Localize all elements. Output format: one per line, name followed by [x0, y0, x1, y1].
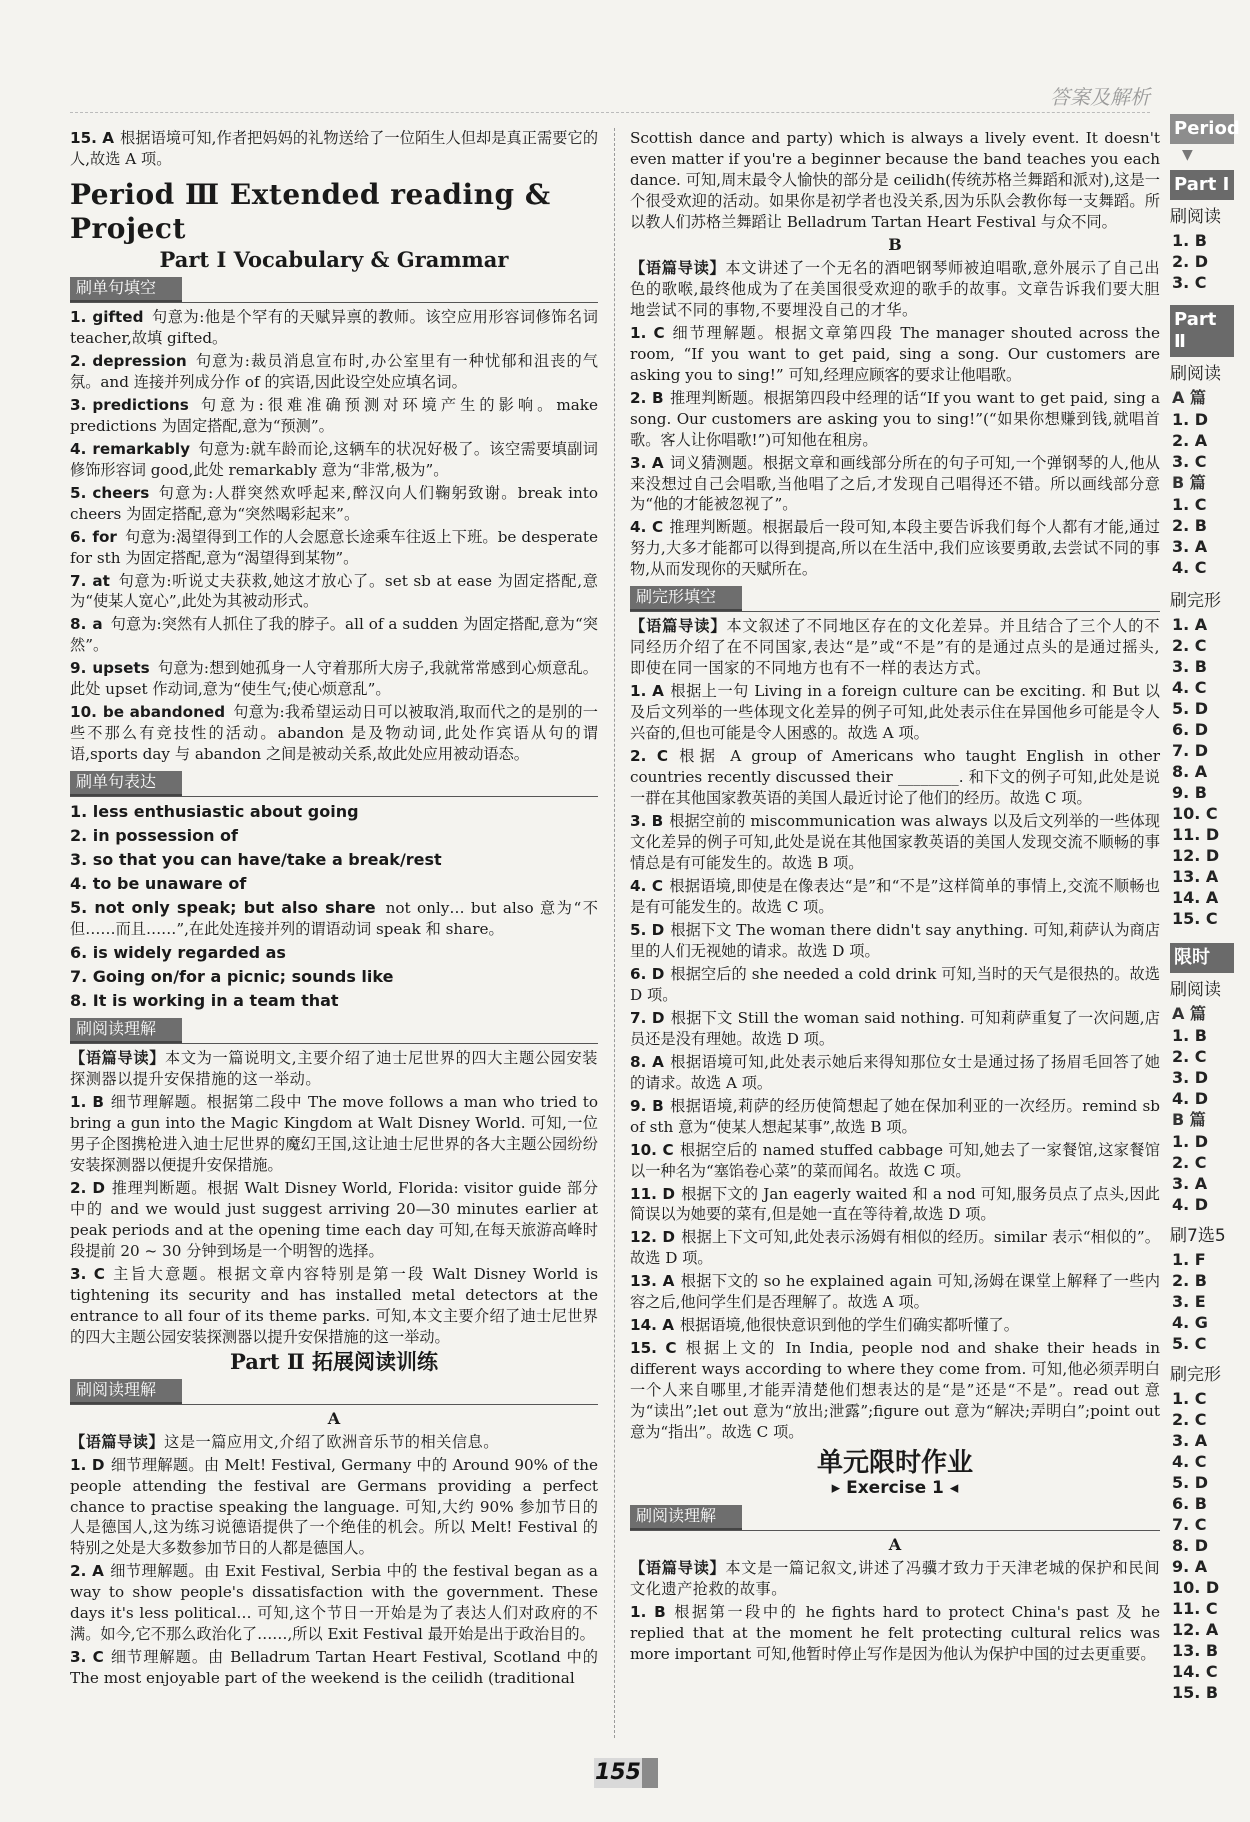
- reading-answers: [630, 323, 1160, 581]
- answer-item: [70, 1178, 598, 1262]
- answer-text: 句意为:裁员消息宣布时,办公室里有一种忧郁和沮丧的气氛。and 连接并列成分作 of 的宾语,因此设空处应填名词。: [70, 351, 598, 391]
- cloze-answers: [630, 681, 1160, 1443]
- part-title: Part Ⅰ Vocabulary & Grammar: [159, 246, 509, 272]
- sidebar-answer: 10. D: [1172, 1578, 1220, 1597]
- answer-number: 1. A: [630, 682, 664, 701]
- sidebar-answers: [1170, 1388, 1236, 1703]
- answer-text: 细节理解题。由 Melt! Festival, Germany 中的 Around 90% of the people attending the festival are Germans providing a perfect chance to practise speaking the language. 可知,大约 90% 参加节日的人是德国人,这为练习说德语提供了一个绝佳的机会。所以 Melt! Festival 的特别之处是大多数参加节日的人都是德国人。: [70, 1455, 598, 1558]
- answer-item: [70, 702, 598, 765]
- answer-text: 句意为:听说丈夫获救,她这才放心了。set sb at ease 为固定搭配,意为“使某人宽心”,此处为其被动形式。: [70, 571, 598, 611]
- express-answer: 4. to be unaware of: [70, 874, 247, 894]
- answer-text: 根据下文的 Jan eagerly waited 和 a nod 可知,服务员点了点头,因此简误以为她要的菜有,但是她一直在等待着,故选 D 项。: [630, 1184, 1160, 1224]
- answer-number: 1. B: [70, 1093, 104, 1112]
- sidebar-tab-period: Period: [1170, 114, 1234, 144]
- answer-item: [70, 483, 598, 525]
- answer-number: 3. A: [630, 453, 664, 472]
- sidebar-answer: 14. A: [1172, 888, 1219, 907]
- answer-text: 句意为:渴望得到工作的人会愿意长途乘车往返上下班。be desperate for sth 为固定搭配,意为“渴望得到某物”。: [70, 527, 598, 567]
- passage-guide: 【语篇导读】本文叙述了不同地区存在的文化差异。并且结合了三个人的不同经历介绍了在不同国家,表达“是”或“不是”有的是通过点头的是通过摇头,即使在同一国家的不同地方也有不一样的表达方式。: [630, 617, 1161, 678]
- answer-item: [630, 1227, 1160, 1269]
- answer-text: 句意为:就车龄而论,这辆车的状况好极了。该空需要填副词修饰形容词 good,此处 remarkably 意为“非常,极为”。: [70, 439, 598, 479]
- sidebar-answer: 4. G: [1172, 1313, 1208, 1332]
- express-item: [70, 966, 598, 988]
- sidebar-answers: [1170, 1249, 1236, 1354]
- answer-item: [70, 527, 598, 569]
- passage-letter: A: [327, 1408, 341, 1428]
- answer-key: gifted: [92, 307, 144, 326]
- unit-title: 单元限时作业: [816, 1448, 973, 1479]
- express-answer: 5. not only speak; but also share: [70, 898, 376, 918]
- answer-number: 2. A: [70, 1562, 104, 1581]
- sidebar-answer: 3. A: [1172, 1174, 1208, 1193]
- passage-guide: 【语篇导读】本文讲述了一个无名的酒吧钢琴师被迫唱歌,意外展示了自己出色的歌喉,最终他成为了在美国很受欢迎的歌手的故事。文章告诉我们要大胆地尝试不同的事物,不要埋没自己的才华。: [630, 258, 1161, 319]
- answer-number: 5. D: [630, 920, 665, 939]
- sidebar-answer: 5. C: [1172, 1334, 1207, 1353]
- answer-number: 12. D: [630, 1228, 675, 1247]
- answer-number: 7. D: [630, 1008, 665, 1027]
- express-answer: 2. in possession of: [70, 826, 239, 846]
- answer-text: 根据下文 The woman there didn't say anything. 可知,莉萨认为商店里的人们无视她的请求。故选 D 项。: [630, 920, 1160, 960]
- sidebar-answer: 4. C: [1172, 678, 1207, 697]
- sidebar-answer: 4. D: [1172, 1195, 1209, 1214]
- answer-item: [630, 876, 1160, 918]
- sidebar-tab-timed: 限时: [1170, 943, 1234, 973]
- answer-number: 1. C: [630, 323, 665, 342]
- answer-number: 9. B: [630, 1096, 664, 1115]
- answer-item: [630, 1052, 1160, 1094]
- sidebar-group-head: 刷阅读: [1170, 364, 1221, 384]
- passage-letter: A: [888, 1535, 902, 1555]
- answer-text: 主旨大意题。根据文章内容特别是第一段 Walt Disney World is tightening its security and has installed metal detectors at the entrance to all four of its theme parks. 可知,本文主要介绍了迪士尼世界的四大主题公园安装探测器以提升安保措施的这一举动。: [70, 1264, 598, 1346]
- sidebar-answer: 1. B: [1172, 231, 1207, 250]
- answer-number: 11. D: [630, 1184, 676, 1203]
- section-label: 刷单句填空: [70, 277, 182, 302]
- page-number-bar: [642, 1758, 658, 1788]
- answer-item: [70, 658, 598, 700]
- answer-item: [630, 1096, 1160, 1138]
- express-item: [70, 825, 598, 847]
- sidebar-answers: [1170, 1025, 1236, 1109]
- sidebar-answer: 3. A: [1172, 1431, 1208, 1450]
- sidebar-answer: 1. D: [1172, 410, 1209, 429]
- answer-number: 3. C: [70, 1264, 105, 1283]
- answer-item: [70, 1092, 598, 1176]
- answer-item: [630, 1602, 1160, 1665]
- answer-item: [70, 307, 598, 349]
- answer-number: 4.: [70, 439, 87, 458]
- answer-number: 8. A: [630, 1052, 664, 1071]
- section-label: 刷完形填空: [630, 586, 742, 611]
- express-item: [70, 897, 598, 940]
- answer-item: [630, 1008, 1160, 1050]
- sidebar-answer: 3. D: [1172, 1068, 1209, 1087]
- passage-guide: 【语篇导读】本文为一篇说明文,主要介绍了迪士尼世界的四大主题公园安装探测器以提升安保措施的这一举动。: [70, 1049, 598, 1089]
- sidebar-answer: 2. C: [1172, 1047, 1207, 1066]
- answer-key: at: [92, 571, 110, 590]
- answer-text: 根据上文的 In India, people nod and shake their heads in different ways according to where they come from. 可知,他必须弄明白一个人来自哪里,才能弄清楚他们想表达的是“是”还是“不是”。read out 意为“读出”;let out 意为“放出;泄露”;figure out 意为“解决;弄明白”;point out 意为“指出”。故选 C 项。: [630, 1339, 1160, 1442]
- answer-text: 根据语境,即使是在像表达“是”和“不是”这样简单的事情上,交流不顺畅也是有可能发生的。故选 C 项。: [630, 876, 1160, 916]
- sidebar-answer: 10. C: [1172, 804, 1218, 823]
- sidebar-sub-head: A 篇: [1172, 1004, 1206, 1023]
- sidebar-answer: 15. B: [1172, 1683, 1219, 1702]
- sidebar-answer: 1. D: [1172, 1132, 1209, 1151]
- answer-item: [630, 323, 1160, 386]
- section-label: 刷单句表达: [70, 771, 182, 796]
- answer-item: [70, 351, 598, 393]
- sidebar-answer: 9. A: [1172, 1557, 1208, 1576]
- answer-number: 2. B: [630, 388, 664, 407]
- sidebar-answer: 5. D: [1172, 1473, 1209, 1492]
- answer-item: [70, 395, 598, 437]
- sidebar-sub-head: B 篇: [1172, 473, 1206, 492]
- answer-number: 10. C: [630, 1140, 674, 1159]
- sidebar-answer: 2. C: [1172, 636, 1207, 655]
- answer-text: 词义猜测题。根据文章和画线部分所在的句子可知,一个弹钢琴的人,他从来没想过自己会唱歌,当他唱了之后,才发现自己唱得还不错。所以画线部分意为“他的才能被忽视了”。: [630, 453, 1160, 514]
- answer-text: 根据语境可知,此处表示她后来得知那位女士是通过扬了扬眉毛回答了她的请求。故选 A 项。: [630, 1052, 1160, 1092]
- sidebar-answers: [1170, 409, 1236, 472]
- answer-text: 根据下文的 so he explained again 可知,汤姆在课堂上解释了一些内容之后,他问学生们是否理解了。故选 A 项。: [630, 1272, 1160, 1312]
- answer-key: predictions: [92, 395, 189, 414]
- sidebar-answer: 8. A: [1172, 762, 1208, 781]
- answer-text: 根据语境,他很快意识到他的学生们确实都听懂了。: [679, 1316, 1019, 1335]
- answer-item: [630, 920, 1160, 962]
- answer-item: [630, 1184, 1160, 1226]
- express-item: [70, 942, 598, 964]
- header-rule: [70, 112, 1150, 113]
- answer-text: 推理判断题。根据第四段中经理的话“If you want to get paid, sing a song. Our customers are asking you to sing!”(“如果你想赚到钱,就唱首歌。客人让你唱歌!”)可知他在租房。: [630, 388, 1160, 449]
- answer-item: [630, 1338, 1160, 1443]
- answer-text: 句意为:突然有人抓住了我的脖子。all of a sudden 为固定搭配,意为“突然”。: [70, 615, 598, 655]
- answer-text: 根据语境,莉萨的经历使简想起了她在保加利亚的一次经历。remind sb of sth 意为“使某人想起某事”,故选 B 项。: [630, 1096, 1161, 1136]
- answer-number: 5.: [70, 483, 87, 502]
- express-item: [70, 801, 598, 823]
- sidebar-answer: 11. C: [1172, 1599, 1218, 1618]
- answer-number: 2.: [70, 351, 87, 370]
- section-label: 刷阅读理解: [70, 1379, 182, 1404]
- answer-item: [70, 1647, 598, 1689]
- express-answer: 7. Going on/for a picnic; sounds like: [70, 967, 394, 987]
- answer-continuation: Scottish dance and party) which is always a lively event. It doesn't even matter if you're a beginner because the band teaches you each dance. 可知,周末最令人愉快的部分是 ceilidh(传统苏格兰舞蹈和派对),这是一个很受欢迎的活动。如果你是初学者也没关系,因为乐队会教你每一支舞蹈。所以教人们苏格兰舞蹈让 Belladrum Tartan Heart Festival 与众不同。: [630, 129, 1160, 231]
- answer-item: [70, 1264, 598, 1348]
- sidebar-group-head: 刷完形: [1170, 591, 1221, 611]
- answer-number: 3.: [70, 395, 87, 414]
- answer-item: [630, 746, 1160, 809]
- answer-text: 句意为:很难准确预测对环境产生的影响。make predictions 为固定搭配,意为“预测”。: [70, 395, 598, 435]
- answer-item: [630, 681, 1160, 744]
- part-title: Part Ⅱ 拓展阅读训练: [230, 1348, 438, 1374]
- answer-key: cheers: [92, 483, 150, 502]
- sidebar-answer: 2. C: [1172, 1153, 1207, 1172]
- sidebar-answer: 1. C: [1172, 495, 1207, 514]
- answer-text: 根据 A group of Americans who taught English in other countries recently discussed their ________. 和下文的例子可知,此处是说一群在其他国家教英语的美国人最近讨论了他们的经历。故选 C 项。: [630, 747, 1160, 808]
- sidebar-answer: 1. F: [1172, 1250, 1206, 1269]
- sidebar-answer: 7. D: [1172, 741, 1209, 760]
- sidebar-answer: 2. C: [1172, 1410, 1207, 1429]
- answer-text: 句意为:人群突然欢呼起来,醉汉向人们鞠躬致谢。break into cheers 为固定搭配,意为“突然喝彩起来”。: [70, 483, 598, 523]
- express-answer: 1. less enthusiastic about going: [70, 802, 359, 822]
- sidebar-answer: 3. E: [1172, 1292, 1206, 1311]
- answer-key: upsets: [92, 659, 150, 678]
- answer-text: 根据空后的 named stuffed cabbage 可知,她去了一家餐馆,这家餐馆以一种名为“塞馅卷心菜”的菜而闻名。故选 C 项。: [630, 1140, 1160, 1180]
- sidebar-answer: 4. D: [1172, 1089, 1209, 1108]
- answer-number: 2. C: [630, 747, 669, 766]
- answer-number: 4. C: [630, 518, 664, 537]
- answer-item: [630, 517, 1160, 580]
- answer-item: [630, 1315, 1160, 1336]
- answer-number: 13. A: [630, 1272, 675, 1291]
- sidebar-answer: 12. D: [1172, 846, 1220, 865]
- answer-number: 14. A: [630, 1316, 674, 1335]
- answer-item: [630, 388, 1160, 451]
- passage-guide: 【语篇导读】这是一篇应用文,介绍了欧洲音乐节的相关信息。: [70, 1432, 499, 1451]
- sidebar-sub-head: B 篇: [1172, 1110, 1206, 1129]
- header-title: 答案及解析: [1050, 85, 1150, 109]
- answer-text: 句意为:他是个罕有的天赋异禀的教师。该空应用形容词修饰名词 teacher,故填 gifted。: [70, 307, 598, 347]
- answer-number: 9.: [70, 659, 87, 678]
- answer-sidebar: [1170, 112, 1240, 1703]
- sidebar-tab-part2: Part Ⅱ: [1170, 305, 1234, 357]
- sidebar-answer: 9. B: [1172, 783, 1207, 802]
- answer-item: [630, 1140, 1160, 1182]
- section-label: 刷阅读理解: [70, 1018, 182, 1043]
- sidebar-answers: [1170, 230, 1236, 293]
- answer-item: [70, 614, 598, 656]
- answer-item: [630, 1271, 1160, 1313]
- answer-item: [70, 1561, 598, 1645]
- express-item: [70, 849, 598, 871]
- answer-number: 1. D: [70, 1455, 105, 1474]
- passage-letter: B: [888, 234, 902, 254]
- sidebar-answers: [1170, 614, 1236, 929]
- answer-text: 细节理解题。由 Exit Festival, Serbia 中的 the festival began as a way to show people's dissatisfaction with the government. These days it's less political… 可知,这个节日一开始是为了表达人们对政府的不满。如今,它不那么政治化了……,所以 Exit Festival 最开始是出于政治目的。: [70, 1562, 598, 1644]
- sidebar-answer: 3. C: [1172, 273, 1207, 292]
- answer-key: for: [92, 527, 117, 546]
- sidebar-answer: 7. C: [1172, 1515, 1207, 1534]
- sidebar-answer: 3. A: [1172, 537, 1208, 556]
- period-title: Period Ⅲ Extended reading & Project: [70, 177, 551, 245]
- answer-text: 细节理解题。根据文章第四段 The manager shouted across the room, “If you want to get paid, sing a song. Our customers are asking you to sing!” 可知,经理应顾客的要求让他唱歌。: [630, 323, 1160, 384]
- answer-number: 8.: [70, 615, 87, 634]
- answer-text: 句意为:我希望运动日可以被取消,取而代之的是别的一些不那么有竞技性的活动。abandon 是及物动词,此处作宾语从句的谓语,sports day 与 abandon 之间是被动关系,故此处应用被动语态。: [70, 703, 598, 764]
- answer-text: 根据上下文可知,此处表示汤姆有相似的经历。similar 表示“相似的”。故选 D 项。: [630, 1228, 1160, 1268]
- express-answer: 6. is widely regarded as: [70, 943, 286, 963]
- answer-item: [70, 571, 598, 613]
- arrow-down-icon: ▼: [1182, 147, 1193, 163]
- answer-key: be abandoned: [102, 703, 226, 722]
- sidebar-group-head: 刷完形: [1170, 1365, 1221, 1385]
- sidebar-group-head: 刷7选5: [1170, 1226, 1226, 1246]
- answer-number: 1. B: [630, 1602, 666, 1621]
- answer-text: 根据空前的 miscommunication was always 以及后文列举的一些体现文化差异的例子可知,此处是说在其他国家教英语的美国人发现交流不顺畅的事情总是有可能发生的。故选 B 项。: [630, 812, 1160, 872]
- sidebar-answer: 12. A: [1172, 1620, 1219, 1639]
- express-note: not only… but also 意为“不但……而且……”,在此处连接并列的谓语动词 speak 和 share。: [70, 899, 598, 939]
- sidebar-answer: 11. D: [1172, 825, 1220, 844]
- answer-item: 15. A 根据语境可知,作者把妈妈的礼物送给了一位陌生人但却是真正需要它的人,故选 A 项。: [70, 129, 599, 168]
- sidebar-answer: 3. C: [1172, 452, 1207, 471]
- column-divider: [614, 128, 615, 1738]
- sidebar-answer: 2. B: [1172, 516, 1207, 535]
- sidebar-answer: 1. C: [1172, 1389, 1207, 1408]
- answer-number: 1.: [70, 307, 87, 326]
- answer-number: 6. D: [630, 964, 665, 983]
- passage-guide: 【语篇导读】本文是一篇记叙文,讲述了冯骥才致力于天津老城的保护和民间文化遗产抢救的故事。: [630, 1559, 1161, 1598]
- sidebar-answers: [1170, 494, 1236, 578]
- reading-answers: [70, 1455, 598, 1690]
- answer-item: [70, 1455, 598, 1560]
- sidebar-answer: 14. C: [1172, 1662, 1218, 1681]
- answer-number: 3. B: [630, 812, 664, 831]
- answer-item: [70, 439, 598, 481]
- answer-item: [630, 964, 1160, 1006]
- answer-text: 细节理解题。由 Belladrum Tartan Heart Festival, Scotland 中的 The most enjoyable part of the weekend is the ceilidh (traditional: [70, 1648, 598, 1688]
- left-column: [70, 128, 598, 1691]
- answer-text: 根据上一句 Living in a foreign culture can be exciting. 和 But 以及后文列举的一些体现文化差异的例子可知,此处表示住在异国他乡可能是令人兴奋的,但也可能是令人困惑的。故选 A 项。: [630, 682, 1160, 743]
- answer-number: 10.: [70, 703, 97, 722]
- sidebar-group-head: 刷阅读: [1170, 207, 1221, 227]
- answer-text: 句意为:想到她孤身一人守着那所大房子,我就常常感到心烦意乱。此处 upset 作动词,意为“使生气;使心烦意乱”。: [70, 659, 598, 699]
- sidebar-group-head: 刷阅读: [1170, 980, 1221, 1000]
- answer-text: 推理判断题。根据最后一段可知,本段主要告诉我们每个人都有才能,通过努力,大多才能都可以得到提高,所以在生活中,我们应该要勇敢,去尝试不同的事物,从而发现你的天赋所在。: [630, 518, 1160, 579]
- express-item: [70, 990, 598, 1012]
- answer-text: 根据空后的 she needed a cold drink 可知,当时的天气是很热的。故选 D 项。: [630, 964, 1160, 1004]
- answer-text: 根据第一段中的 he fights hard to protect China's past 及 he replied that at the moment he felt protecting cultural relics was more important 可知,他暂时停止写作是因为他认为保护中国的过去更重要。: [630, 1602, 1160, 1663]
- answer-number: 15. C: [630, 1339, 677, 1358]
- sidebar-answer: 13. A: [1172, 867, 1219, 886]
- sidebar-answer: 4. C: [1172, 1452, 1207, 1471]
- section-label: 刷阅读理解: [630, 1505, 742, 1530]
- answer-number: 6.: [70, 527, 87, 546]
- sidebar-answer: 3. B: [1172, 657, 1207, 676]
- answer-number: 3. C: [70, 1648, 104, 1667]
- answer-number: 7.: [70, 571, 87, 590]
- express-item: [70, 873, 598, 895]
- sidebar-answer: 6. B: [1172, 1494, 1207, 1513]
- sidebar-answer: 6. D: [1172, 720, 1209, 739]
- sidebar-answer: 2. B: [1172, 1271, 1207, 1290]
- answer-item: [630, 811, 1160, 874]
- answer-text: 根据下文 Still the woman said nothing. 可知莉萨重复了一次问题,店员还是没有理她。故选 D 项。: [630, 1008, 1160, 1048]
- exercise-title: ▸ Exercise 1 ◂: [831, 1478, 959, 1499]
- sidebar-tab-part1: Part Ⅰ: [1170, 170, 1234, 200]
- fill-answers: [70, 307, 598, 765]
- sidebar-answer: 8. D: [1172, 1536, 1209, 1555]
- sidebar-answer: 13. B: [1172, 1641, 1219, 1660]
- sidebar-answer: 1. B: [1172, 1026, 1207, 1045]
- page-number: 155: [594, 1758, 642, 1788]
- sidebar-answer: 15. C: [1172, 909, 1218, 928]
- sidebar-answer: 5. D: [1172, 699, 1209, 718]
- sidebar-answer: 1. A: [1172, 615, 1208, 634]
- answer-key: remarkably: [92, 439, 191, 458]
- answer-key: depression: [92, 351, 187, 370]
- answer-number: 4. C: [630, 876, 664, 895]
- sidebar-sub-head: A 篇: [1172, 388, 1206, 407]
- reading-answers: [630, 1602, 1160, 1665]
- answer-key: a: [92, 615, 103, 634]
- sidebar-answer: 2. D: [1172, 252, 1209, 271]
- sidebar-answers: [1170, 1131, 1236, 1215]
- answer-number: 2. D: [70, 1178, 105, 1197]
- reading-answers: [70, 1092, 598, 1348]
- answer-text: 细节理解题。根据第二段中 The move follows a man who tried to bring a gun into the Magic Kingdom at Walt Disney World. 可知,一位男子企图携枪进入迪士尼世界的魔幻王国,这让迪士尼世界的各大主题公园纷纷安装探测器以便提升安保措施。: [70, 1093, 598, 1174]
- express-answer: 8. It is working in a team that: [70, 991, 339, 1011]
- express-answers: [70, 801, 598, 1012]
- answer-item: [630, 453, 1160, 516]
- middle-column: [630, 128, 1160, 1667]
- sidebar-answer: 2. A: [1172, 431, 1208, 450]
- express-answer: 3. so that you can have/take a break/rest: [70, 850, 442, 870]
- sidebar-answer: 4. C: [1172, 558, 1207, 577]
- answer-text: 推理判断题。根据 Walt Disney World, Florida: visitor guide 部分中的 and we would just suggest arriving 20—30 minutes earlier at peak periods and at the opening time each day 可知,在每天旅游高峰时段提前 20 ~ 30 分钟到场是一个明智的选择。: [70, 1178, 599, 1260]
